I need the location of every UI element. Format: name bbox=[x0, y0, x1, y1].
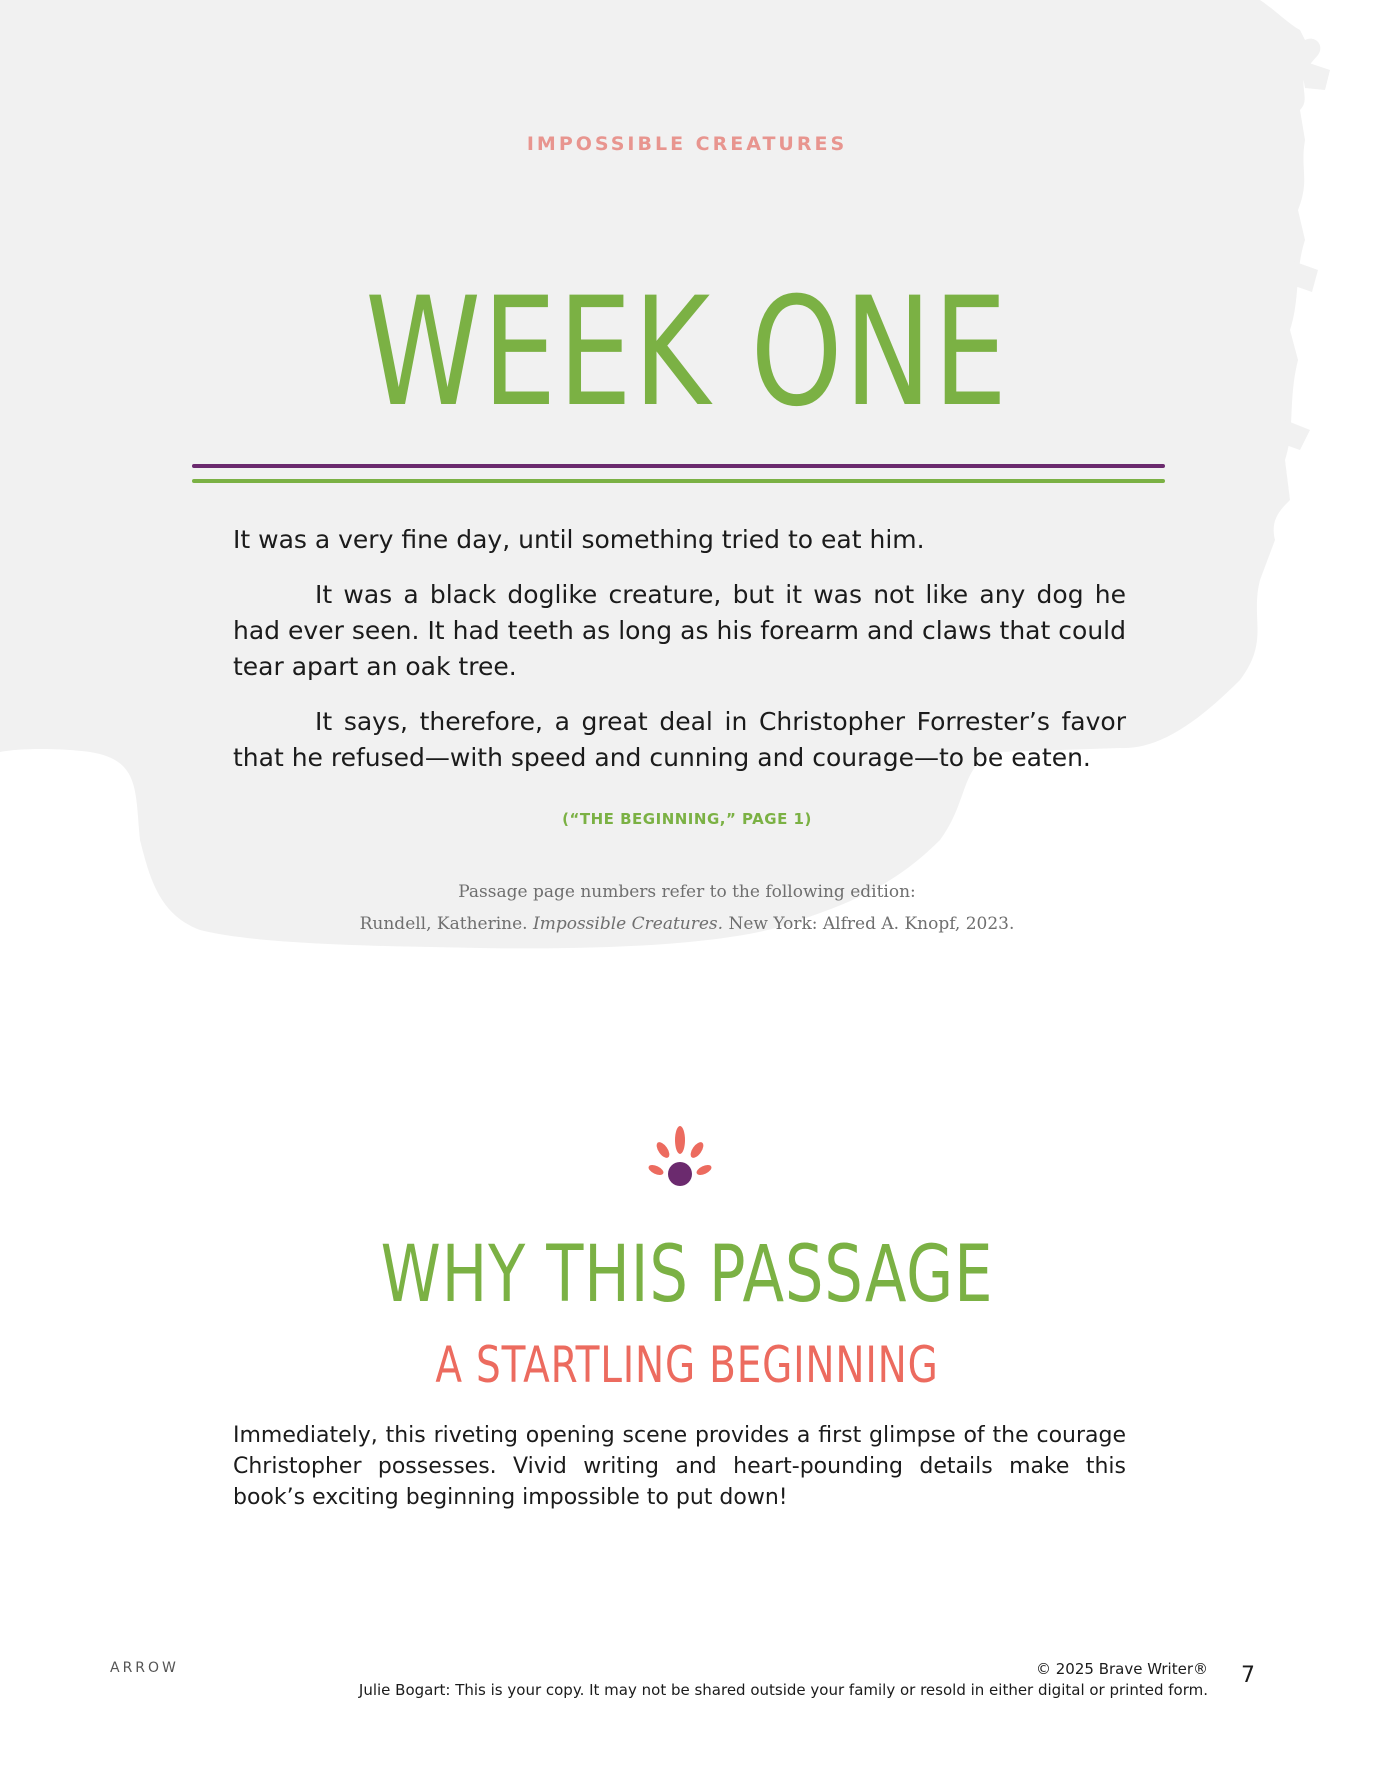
book-title-label: IMPOSSIBLE CREATURES bbox=[526, 133, 848, 155]
section-subtitle: A STARTLING BEGINNING bbox=[435, 1336, 939, 1394]
edition-author: Rundell, Katherine. bbox=[359, 914, 528, 934]
footer-brand: ARROW bbox=[110, 1660, 179, 1676]
week-title: WEEK ONE bbox=[365, 266, 1009, 440]
passage-paragraph: It was a black doglike creature, but it was not like any dog he had ever seen. It had teeth as long as his forearm and claws that could tear apart an oak tree. bbox=[233, 580, 1126, 681]
edition-intro: Passage page numbers refer to the following edition: bbox=[458, 882, 916, 902]
section-title: WHY THIS PASSAGE bbox=[380, 1230, 994, 1320]
copyright-line: © 2025 Brave Writer® bbox=[1035, 1660, 1208, 1678]
edition-publisher: New York: Alfred A. Knopf, 2023. bbox=[728, 914, 1015, 934]
section-body: Immediately, this riveting opening scene provides a first glimpse of the courage Christopher possesses. Vivid writing and heart-pounding details make this book’s exciting beginning impossible to put down! bbox=[233, 1423, 1126, 1510]
edition-note bbox=[0, 876, 1374, 940]
license-line: Julie Bogart: This is your copy. It may not be shared outside your family or resold in either digital or printed form. bbox=[358, 1681, 1208, 1699]
passage bbox=[233, 522, 1126, 795]
paw-print-icon bbox=[640, 1118, 720, 1198]
passage-paragraph: It was a very fine day, until something tried to eat him. bbox=[233, 525, 925, 554]
edition-book-title: Impossible Creatures. bbox=[533, 914, 724, 934]
green-divider bbox=[192, 479, 1165, 483]
passage-citation: (“THE BEGINNING,” PAGE 1) bbox=[562, 810, 812, 828]
page-number: 7 bbox=[1241, 1663, 1255, 1688]
edition-reference bbox=[0, 908, 1374, 940]
footer-copyright bbox=[359, 1659, 1208, 1701]
passage-paragraph: It says, therefore, a great deal in Christopher Forrester’s favor that he refused—with speed and cunning and courage—to be eaten. bbox=[233, 707, 1126, 772]
purple-divider bbox=[192, 464, 1165, 468]
